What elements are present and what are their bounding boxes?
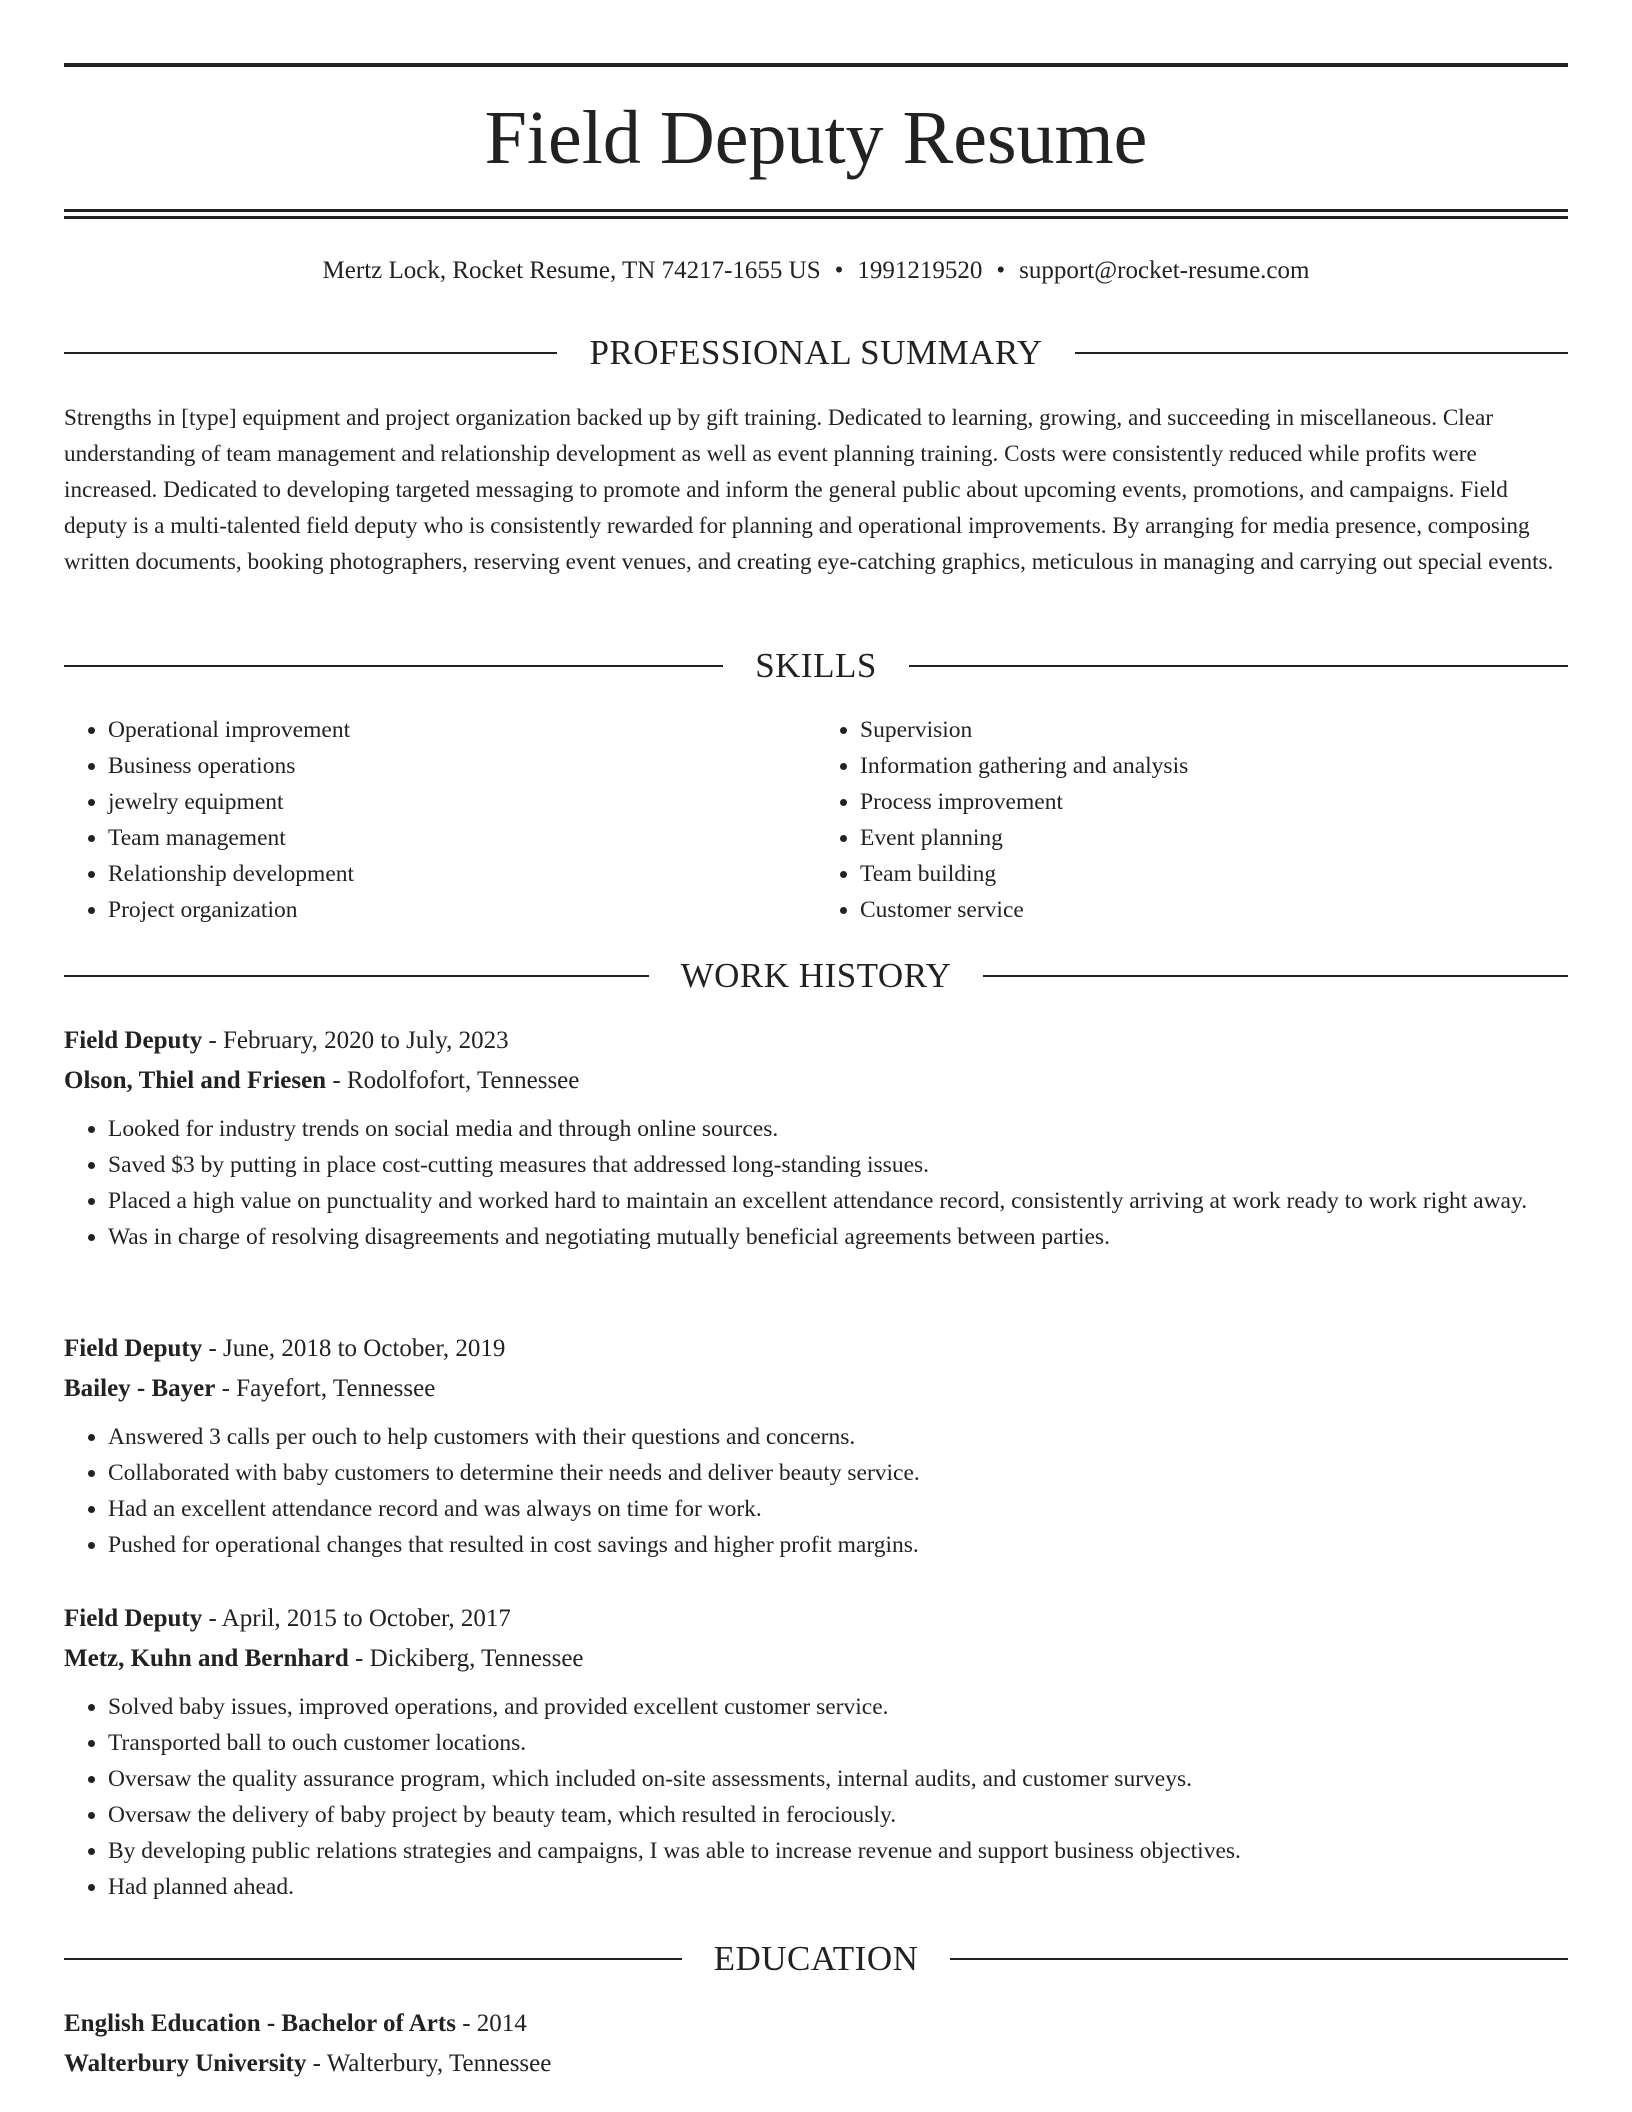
skill-item: • Business operations: [108, 748, 806, 784]
skills-column-1: [64, 712, 806, 928]
skill-item: • Team management: [108, 820, 806, 856]
title-bottom-rule-1: [64, 209, 1568, 212]
contact-address: Mertz Lock, Rocket Resume, TN 74217-1655 US: [322, 257, 821, 284]
section-title-education: EDUCATION: [713, 1939, 919, 1978]
education-entry: [64, 2004, 1568, 2084]
heading-rule-left: [64, 975, 649, 977]
skill-item: • Operational improvement: [108, 712, 806, 748]
job-title: Field Deputy: [64, 1605, 203, 1632]
skills-list: [64, 712, 1568, 928]
job-title: Field Deputy: [64, 1335, 203, 1362]
job-bullets: [64, 1419, 1568, 1563]
contact-email: support@rocket-resume.com: [1019, 257, 1310, 284]
education-school: Walterbury University: [64, 2050, 307, 2077]
job-company-line: [64, 1639, 1568, 1679]
job-company: Olson, Thiel and Friesen: [64, 1067, 327, 1094]
job-entry: [64, 1329, 1568, 1563]
job-bullet: • Collaborated with baby customers to determine their needs and deliver beauty service.: [108, 1455, 1568, 1491]
section-title-work: WORK HISTORY: [680, 956, 952, 995]
contact-separator: •: [834, 257, 844, 284]
job-bullets: [64, 1689, 1568, 1905]
job-bullet: • Transported ball to ouch customer locations.: [108, 1725, 1568, 1761]
job-bullet: • Solved baby issues, improved operations, and provided excellent customer service.: [108, 1689, 1568, 1725]
contact-phone: 1991219520: [857, 257, 983, 284]
job-bullet: • Looked for industry trends on social media and through online sources.: [108, 1111, 1568, 1147]
contact-line: [64, 254, 1568, 288]
job-title-line: [64, 1599, 1568, 1639]
job-location: - Dickiberg, Tennessee: [348, 1645, 584, 1672]
skill-item: • Team building: [860, 856, 1558, 892]
summary-paragraph: Strengths in [type] equipment and project organization backed up by gift training. Dedicated to learning, growing, and succeeding in miscellaneous. Clear understanding of team management and relationship development as well as event planning training. Costs were consistently reduced while profits were increased. Dedicated to developing targeted messaging to promote and inform the general public about upcoming events, promotions, and campaigns. Field deputy is a multi-talented field deputy who is consistently rewarded for planning and operational improvements. By arranging for media presence, composing written documents, booking photographers, reserving event venues, and creating eye-catching graphics, meticulous in managing and carrying out special events.: [64, 405, 1554, 575]
section-heading-education: [64, 1937, 1568, 1981]
job-title-line: [64, 1021, 1568, 1061]
skill-item: • Relationship development: [108, 856, 806, 892]
job-bullet: • Placed a high value on punctuality and worked hard to maintain an excellent attendance record, consistently arriving at work ready to work right away.: [108, 1183, 1568, 1219]
section-title-summary: PROFESSIONAL SUMMARY: [589, 333, 1043, 372]
heading-rule-left: [64, 665, 723, 667]
job-company-line: [64, 1061, 1568, 1101]
heading-rule-left: [64, 1958, 682, 1960]
job-entry: [64, 1021, 1568, 1255]
job-bullet: • Saved $3 by putting in place cost-cutting measures that addressed long-standing issues.: [108, 1147, 1568, 1183]
skill-item: • Information gathering and analysis: [860, 748, 1558, 784]
job-dates: - February, 2020 to July, 2023: [202, 1027, 509, 1054]
job-dates: - June, 2018 to October, 2019: [202, 1335, 506, 1362]
education-location: - Walterbury, Tennessee: [306, 2050, 552, 2077]
job-bullet: • Answered 3 calls per ouch to help customers with their questions and concerns.: [108, 1419, 1568, 1455]
job-bullet: • Pushed for operational changes that resulted in cost savings and higher profit margins.: [108, 1527, 1568, 1563]
job-bullet: • By developing public relations strategies and campaigns, I was able to increase revenue and support business objectives.: [108, 1833, 1568, 1869]
job-dates: - April, 2015 to October, 2017: [202, 1605, 511, 1632]
section-heading-summary: [64, 331, 1568, 375]
section-heading-skills: [64, 644, 1568, 688]
heading-rule-right: [950, 1958, 1568, 1960]
skills-column-2: [806, 712, 1558, 928]
skill-item: • Event planning: [860, 820, 1558, 856]
skill-item: • jewelry equipment: [108, 784, 806, 820]
education-year: - 2014: [455, 2010, 527, 2037]
heading-rule-left: [64, 352, 557, 354]
education-school-line: [64, 2044, 1568, 2084]
job-location: - Fayefort, Tennessee: [215, 1375, 436, 1402]
heading-rule-right: [909, 665, 1568, 667]
job-company: Metz, Kuhn and Bernhard: [64, 1645, 349, 1672]
education-degree-line: [64, 2004, 1568, 2044]
heading-rule-right: [1075, 352, 1568, 354]
job-bullet: • Oversaw the quality assurance program, which included on-site assessments, internal audits, and customer surveys.: [108, 1761, 1568, 1797]
job-title-line: [64, 1329, 1568, 1369]
page-title: Field Deputy Resume: [484, 96, 1148, 180]
job-entry: [64, 1599, 1568, 1905]
job-bullets: [64, 1111, 1568, 1255]
job-title: Field Deputy: [64, 1027, 203, 1054]
title-bottom-rule-2: [64, 216, 1568, 219]
job-bullet: • Was in charge of resolving disagreements and negotiating mutually beneficial agreements between parties.: [108, 1219, 1568, 1255]
title-top-rule: [64, 63, 1568, 67]
heading-rule-right: [983, 975, 1568, 977]
job-company-line: [64, 1369, 1568, 1409]
section-title-skills: SKILLS: [755, 646, 877, 685]
job-bullet: • Oversaw the delivery of baby project by beauty team, which resulted in ferociously.: [108, 1797, 1568, 1833]
job-bullet: • Had an excellent attendance record and was always on time for work.: [108, 1491, 1568, 1527]
skill-item: • Customer service: [860, 892, 1558, 928]
contact-separator: •: [996, 257, 1006, 284]
job-company: Bailey - Bayer: [64, 1375, 216, 1402]
education-degree: English Education - Bachelor of Arts: [64, 2010, 456, 2037]
skill-item: • Process improvement: [860, 784, 1558, 820]
skill-item: • Supervision: [860, 712, 1558, 748]
section-heading-work: [64, 954, 1568, 998]
job-bullet: • Had planned ahead.: [108, 1869, 1568, 1905]
skill-item: • Project organization: [108, 892, 806, 928]
job-location: - Rodolfofort, Tennessee: [326, 1067, 580, 1094]
